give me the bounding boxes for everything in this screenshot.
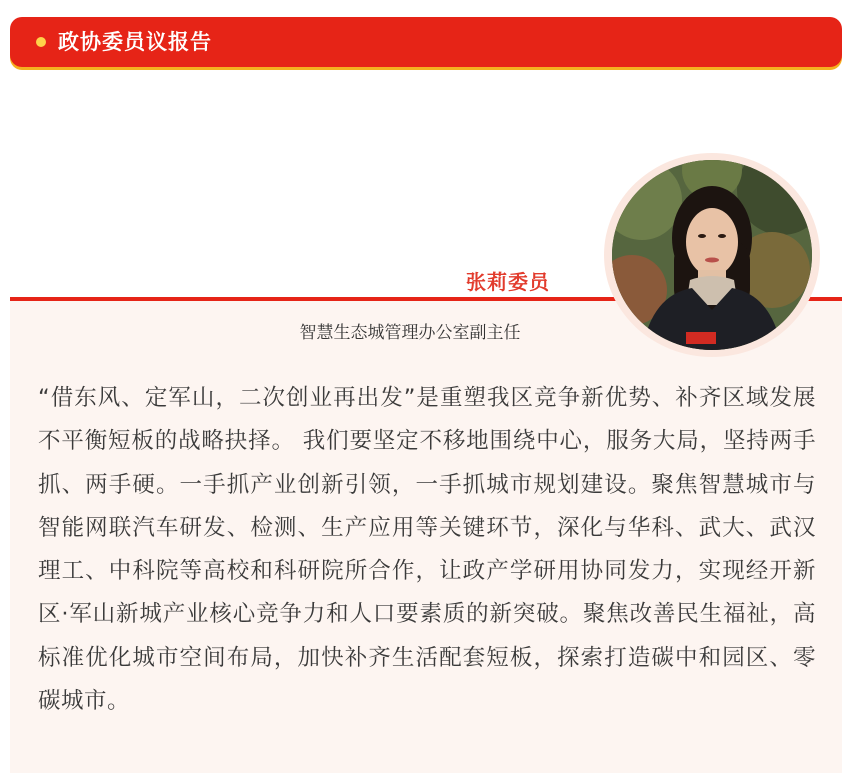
section-title: 政协委员议报告 bbox=[58, 30, 212, 54]
report-paragraph: “借东风、定军山，二次创业再出发”是重塑我区竞争新优势、补齐区域发展不平衡短板的战略抉择。 我们要坚定不移地围绕中心，服务大局，坚持两手抓、两手硬。一手抓产业创新引领，一手抓城市规划建设。聚焦智慧城市与智能网联汽车研发、检测、生产应用等关键环节，深化与华科、武大、武汉理工、中科院等高校和科研院所合作，让政产学研用协同发力，实现经开新区·军山新城产业核心竞争力和人口要素质的新突破。聚焦改善民生福祉，高标准优化城市空间布局，加快补齐生活配套短板，探索打造碳中和园区、零碳城市。 bbox=[38, 385, 816, 715]
bullet-dot-icon bbox=[36, 37, 46, 47]
member-name: 张莉委员 bbox=[466, 270, 550, 294]
member-position: 智慧生态城管理办公室副主任 bbox=[299, 323, 521, 343]
portrait-photo bbox=[612, 160, 812, 350]
